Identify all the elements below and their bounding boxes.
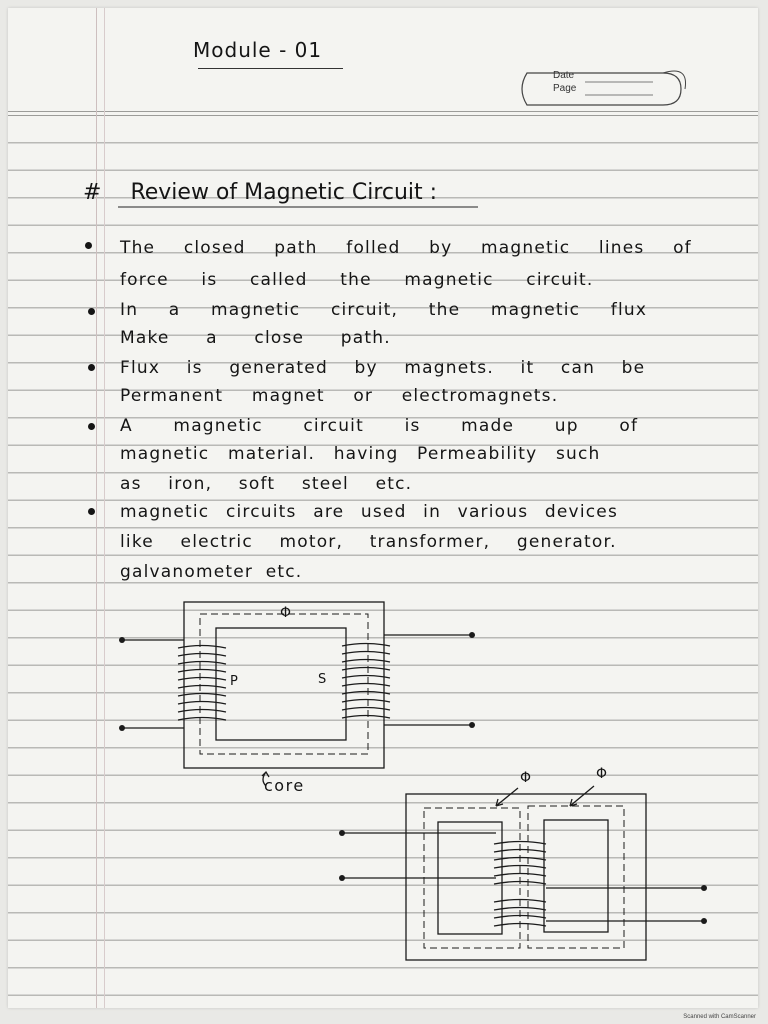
date-label: Date <box>553 70 575 81</box>
secondary-label: S <box>318 672 327 687</box>
flux-arrow-left <box>496 788 518 806</box>
shell-core-outer <box>406 794 646 960</box>
note-line-11: like electric motor, transformer, generator. <box>120 532 617 552</box>
note-line-4: Make a close path. <box>120 328 391 348</box>
flux-label-1: Φ <box>280 605 292 621</box>
note-line-5: Flux is generated by magnets. it can be <box>120 358 646 378</box>
page-title: Module - 01 <box>193 38 323 62</box>
note-line-2: force is called the magnetic circuit. <box>120 270 594 290</box>
flux-label-left: Φ <box>520 770 532 786</box>
shell-terminal-3 <box>701 885 707 891</box>
notebook-page <box>8 8 758 1008</box>
scanner-watermark: Scanned with CamScanner <box>683 1014 756 1020</box>
flux-path-right <box>528 806 624 948</box>
heading-marker: # <box>83 180 102 205</box>
note-line-12: galvanometer etc. <box>120 562 303 582</box>
primary-label: P <box>230 674 238 689</box>
note-line-10: magnetic circuits are used in various devices <box>120 502 619 522</box>
shell-window-right <box>544 820 608 932</box>
shell-terminal-2 <box>339 875 345 881</box>
note-line-3: In a magnetic circuit, the magnetic flux <box>120 300 648 320</box>
flux-arrow-right <box>570 786 594 806</box>
core-label: core <box>264 776 305 795</box>
note-line-7: A magnetic circuit is made up of <box>120 416 639 436</box>
page-label: Page <box>553 83 577 94</box>
flux-label-right: Φ <box>596 766 608 782</box>
heading-text: Review of Magnetic Circuit : <box>130 180 438 205</box>
note-line-6: Permanent magnet or electromagnets. <box>120 386 559 406</box>
note-line-1: The closed path folled by magnetic lines of <box>120 238 692 258</box>
note-line-9: as iron, soft steel etc. <box>120 474 413 494</box>
note-line-8: magnetic material. having Permeability such <box>120 444 601 464</box>
shell-terminal-4 <box>701 918 707 924</box>
shell-terminal-1 <box>339 830 345 836</box>
transformer-diagram-2 <box>8 8 758 1008</box>
